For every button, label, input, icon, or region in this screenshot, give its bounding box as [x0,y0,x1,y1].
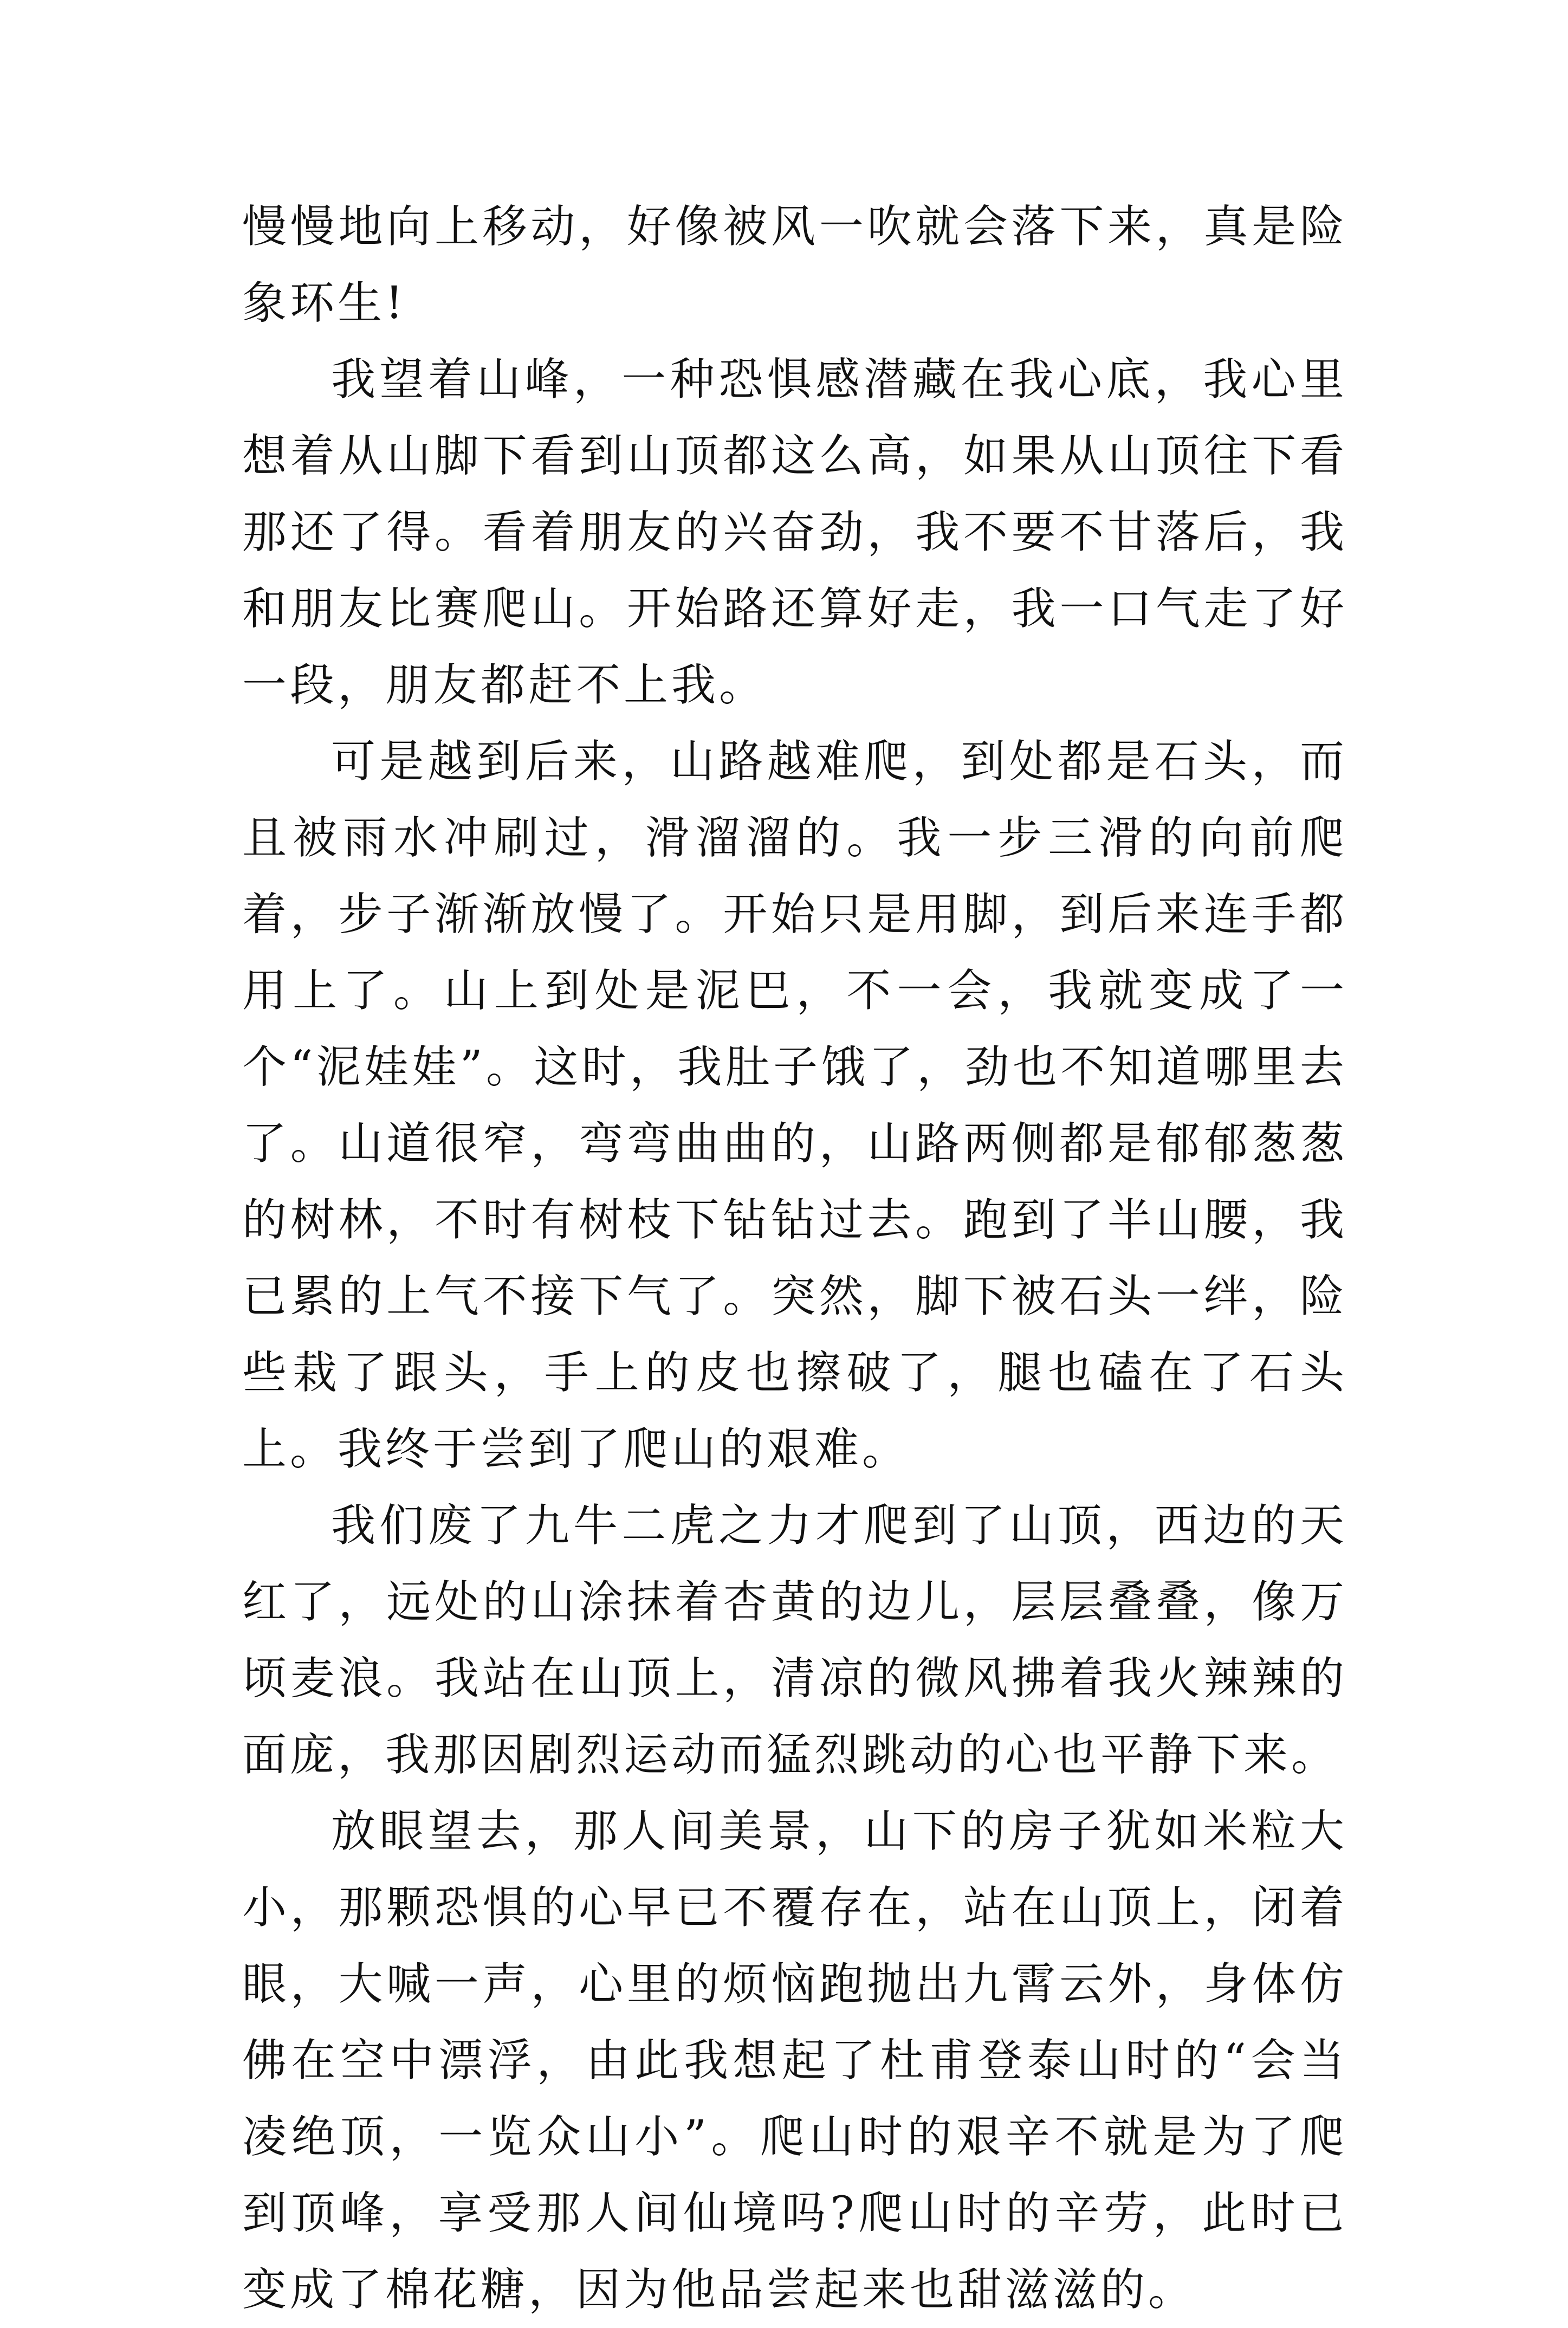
paragraph-4: 我们废了九牛二虎之力才爬到了山顶，西边的天红了，远处的山涂抹着杏黄的边儿，层层叠叠，像万顷麦浪。我站在山顶上，清凉的微风拂着我火辣辣的面庞，我那因剧烈运动而猛烈跳动的心也平静下来。 [242,1500,1347,1781]
paragraph-5: 放眼望去，那人间美景，山下的房子犹如米粒大小，那颗恐惧的心早已不覆存在，站在山顶上，闭着眼，大喊一声，心里的烦恼跑抛出九霄云外，身体仿佛在空中漂浮，由此我想起了杜甫登泰山时的“会当凌绝顶，一览众山小”。爬山时的艰辛不就是为了爬到顶峰，享受那人间仙境吗?爬山时的辛劳，此时已变成了棉花糖，因为他品尝起来也甜滋滋的。 [242,1806,1347,2316]
essay-body [242,189,1347,2328]
paragraph-2: 我望着山峰，一种恐惧感潜藏在我心底，我心里想着从山脚下看到山顶都这么高，如果从山顶往下看那还了得。看着朋友的兴奋劲，我不要不甘落后，我和朋友比赛爬山。开始路还算好走，我一口气走了好一段，朋友都赶不上我。 [242,354,1347,711]
paragraph-3: 可是越到后来，山路越难爬，到处都是石头，而且被雨水冲刷过，滑溜溜的。我一步三滑的向前爬着，步子渐渐放慢了。开始只是用脚，到后来连手都用上了。山上到处是泥巴，不一会，我就变成了一个“泥娃娃”。这时，我肚子饿了，劲也不知道哪里去了。山道很窄，弯弯曲曲的，山路两侧都是郁郁葱葱的树林，不时有树枝下钻钻过去。跑到了半山腰，我已累的上气不接下气了。突然，脚下被石头一绊，险些栽了跟头，手上的皮也擦破了，腿也磕在了石头上。我终于尝到了爬山的艰难。 [242,736,1347,1475]
paragraph-1: 慢慢地向上移动，好像被风一吹就会落下来，真是险象环生! [242,201,1347,329]
